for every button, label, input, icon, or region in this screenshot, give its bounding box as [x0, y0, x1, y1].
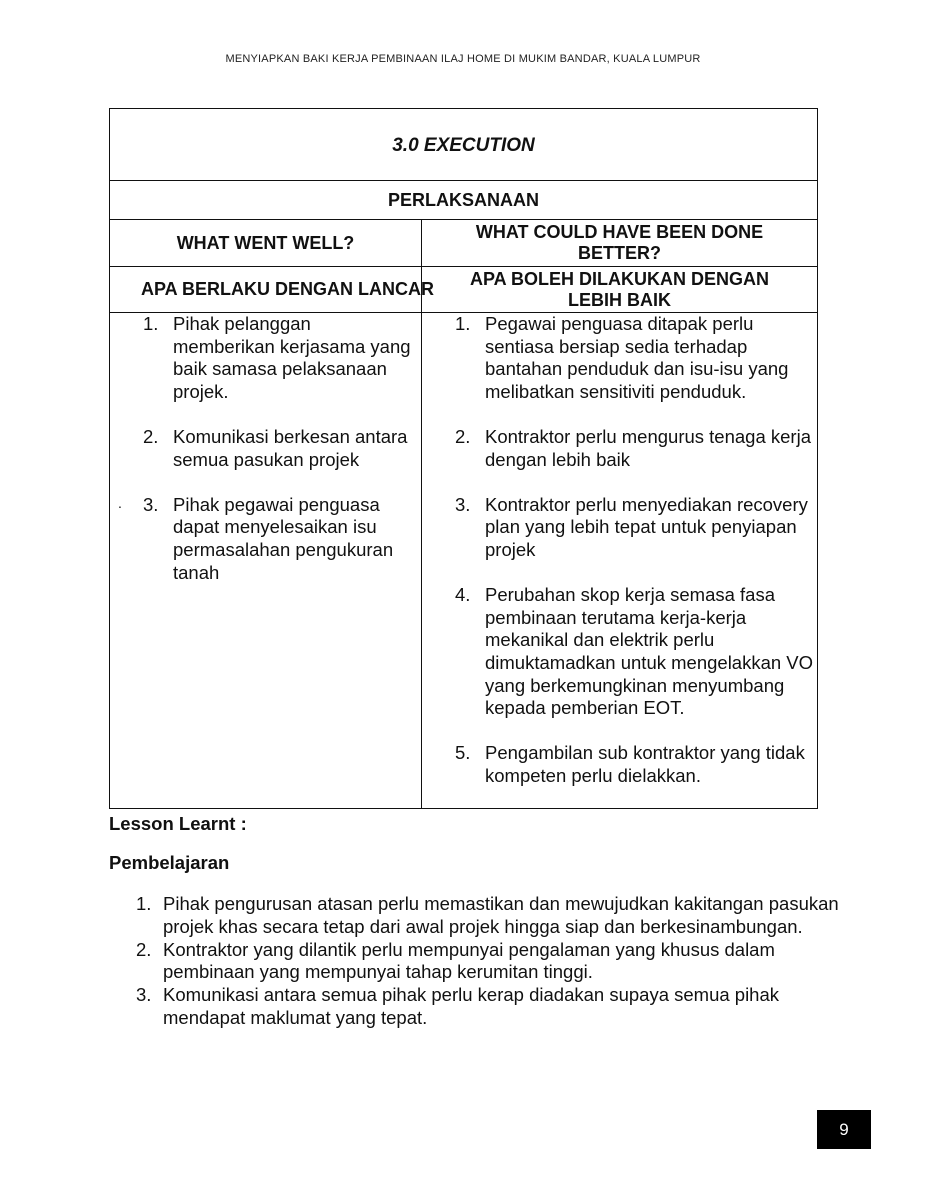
- list-item: 2. Kontraktor yang dilantik perlu mempunyai pengalaman yang khusus dalam pembinaan yang mempunyai tahap kerumitan tinggi.: [136, 938, 775, 983]
- right-heading-ms: APA BOLEH DILAKUKAN DENGAN LEBIH BAIK: [470, 268, 769, 310]
- list-item: 5. Pengambilan sub kontraktor yang tidak kompeten perlu dielakkan.: [455, 742, 805, 786]
- running-header: MENYIAPKAN BAKI KERJA PEMBINAAN ILAJ HOME DI MUKIM BANDAR, KUALA LUMPUR: [225, 53, 701, 65]
- list-item: 2. Kontraktor perlu mengurus tenaga kerja dengan lebih baik: [455, 425, 811, 470]
- table-subtitle: PERLAKSANAAN: [387, 189, 539, 210]
- left-heading-en: WHAT WENT WELL?: [176, 232, 355, 253]
- lesson-list: [136, 893, 843, 1030]
- stray-mark: .: [118, 495, 122, 511]
- list-item: 3. Pihak pegawai penguasa dapat menyelesaikan isu permasalahan pengukuran tanah: [143, 493, 394, 583]
- list-item: 1. Pihak pengurusan atasan perlu memastikan dan mewujudkan kakitangan pasukan projek khas secara tetap dari awal projek hingga siap dan berkesinambungan.: [136, 893, 839, 937]
- right-heading-en: WHAT COULD HAVE BEEN DONE BETTER?: [475, 222, 764, 263]
- do-better-list: [455, 313, 815, 787]
- list-item: 2. Komunikasi berkesan antara semua pasukan projek: [143, 425, 408, 470]
- list-item: 4. Perubahan skop kerja semasa fasa pembinaan terutama kerja-kerja mekanikal dan elektrik perlu dimuktamadkan untuk mengelakkan VO yang berkemungkinan menyumbang kepada pemberian EOT.: [455, 584, 814, 719]
- lesson-heading: Lesson Learnt :: [109, 813, 247, 834]
- lesson-heading-ms: Pembelajaran: [109, 852, 230, 873]
- list-item: 1. Pihak pelanggan memberikan kerjasama yang baik samasa pelaksanaan projek.: [143, 313, 411, 402]
- list-item: 1. Pegawai penguasa ditapak perlu sentiasa bersiap sedia terhadap bantahan penduduk dan isu-isu yang melibatkan sensitiviti penduduk.: [455, 313, 789, 402]
- table-title: 3.0 EXECUTION: [392, 134, 535, 156]
- list-item: 3. Kontraktor perlu menyediakan recovery plan yang lebih tepat untuk penyiapan projek: [455, 493, 808, 560]
- went-well-list: [143, 313, 413, 584]
- list-item: 3. Komunikasi antara semua pihak perlu kerap diadakan supaya semua pihak mendapat maklumat yang tepat.: [136, 984, 780, 1028]
- left-heading-ms: APA BERLAKU DENGAN LANCAR: [141, 279, 434, 299]
- page-number: 9: [817, 1110, 871, 1149]
- execution-table: [109, 108, 818, 809]
